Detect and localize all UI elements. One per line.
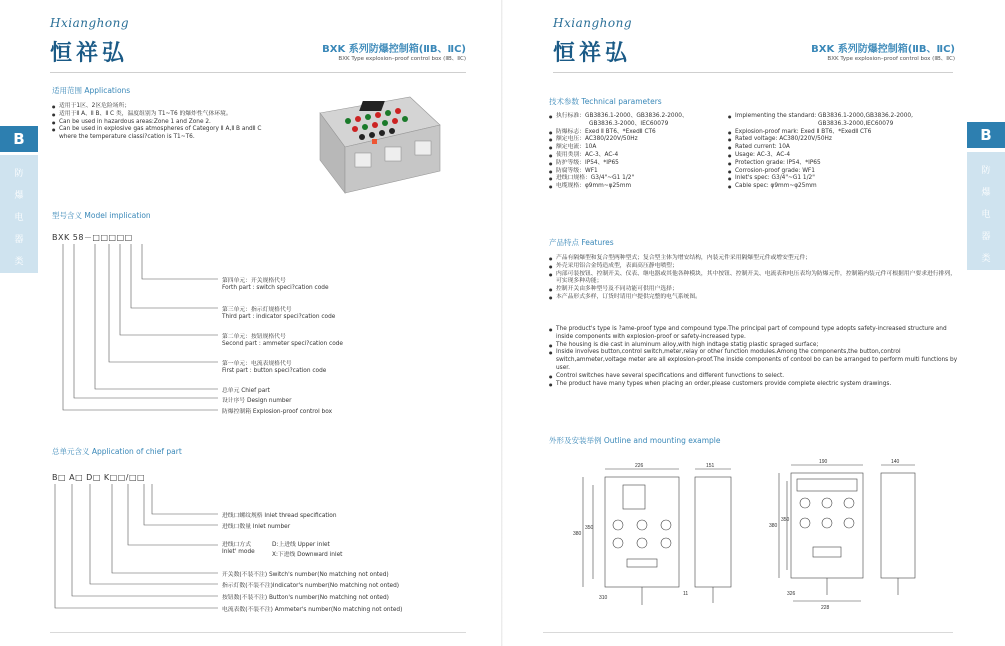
list-item: ● Protection grade: IP54、*IP65 [728, 160, 943, 168]
side-tab-b[interactable]: B [967, 122, 1005, 148]
chief-label: 进线口数量 Inlet number [222, 524, 291, 530]
list-item: ● 内部可装按钮、控制开关、仪表、继电器或其他各种模块，其中按钮、控制开关、电流表和电压表均为防爆元件，控制箱内装元件可根据用户要求进行排列，可实现多种功能； [549, 271, 959, 287]
list-item: ● The product's type is ?ame-proof type and compound type.The principal part of compound type adopts safety-increased structure and inside components with explosion-proof or safety-increased type. [549, 326, 959, 342]
chief-label: 进线口方式 [222, 542, 251, 548]
chief-label: Inlet' mode [222, 549, 255, 555]
tech-en-list [728, 113, 943, 191]
model-label-cn: 第三单元：指示灯规格代号 [222, 307, 292, 313]
side-category-char: 爆 [981, 188, 991, 198]
chief-label: 指示灯数(不装不注)Indicator's number(No matching not onted) [222, 583, 400, 589]
outline-drawing [543, 455, 953, 625]
list-item: ● 适用于Ⅱ A、Ⅱ B、Ⅱ C 类，温度组别为 T1~T6 的爆炸性气体环境。 [52, 111, 262, 119]
chief-label: 开关数(不装不注) Switch's number(No matching not onted) [222, 572, 389, 578]
model-label-en: Second part : ammeter speci?cation code [222, 341, 343, 347]
chief-label: 进线口螺纹规格 Inlet thread specification [222, 513, 337, 519]
chief-title: 总单元含义 Application of chief part [52, 447, 182, 456]
dim-label: 190 [819, 459, 828, 465]
applications-title: 适用范围 Applications [52, 86, 131, 95]
list-item: ● Cable spec: φ9mm~φ25mm [728, 183, 943, 191]
header-subtitle: BXK Type explosion–proof control box (ⅡB、ⅡC) [338, 56, 466, 62]
list-item: ● 执行标准：GB3836.1-2000、GB3836.2-2000、 [549, 113, 729, 121]
brand-logo-en: Hxianghong [50, 16, 129, 30]
list-item: ● The product have many types when placing an order,please customers provide complete electric system drawings. [549, 381, 959, 389]
side-category-char: 电 [14, 213, 24, 223]
chief-label: 按钮数(不装不注) Button's number(No matching not onted) [222, 595, 389, 601]
list-item: ● Can be used in hazardous areas:Zone 1 and Zone 2. [52, 119, 262, 127]
chief-label: X:下进线 Downward inlet [272, 552, 343, 558]
list-item-cont: GB3836.3-2000,IEC60079 [818, 120, 894, 127]
dim-label: 140 [891, 459, 900, 465]
list-item: ● 额定电流：10A [549, 144, 729, 152]
side-category-char: 器 [14, 235, 24, 245]
list-item: ● 额定电压：AC380/220V/50Hz [549, 136, 729, 144]
brand-logo-en: Hxianghong [553, 16, 632, 30]
dim-label: 11 [683, 591, 689, 597]
side-category-char: 器 [981, 232, 991, 242]
features-title: 产品特点 Features [549, 238, 614, 247]
side-category-char: 类 [981, 254, 991, 264]
model-label-cn: 总单元 Chief part [222, 388, 270, 394]
header-subtitle: BXK Type explosion–proof control box (ⅡB、ⅡC) [827, 56, 955, 62]
chief-label: D:上进线 Upper inlet [272, 542, 330, 548]
side-category-char: 爆 [14, 191, 24, 201]
list-item: ● 产品有隔爆型和复合型两种型式；复合型主体为增安结构，内装元件采用隔爆型元件或增安型元件； [549, 255, 959, 263]
brand-logo-cn: 恒祥弘 [553, 40, 632, 66]
list-item: ● Inside involves button,control switch,meter,relay or other function modules.Among the components,the button,control switch,ammeter,voltage meter are all explosion-proof.The inside components of contool bo can be arranged to perform multi functions by user. [549, 349, 959, 372]
dim-label: 226 [635, 463, 644, 469]
dim-label: 326 [787, 591, 796, 597]
list-item: ● 防爆标志：Exed Ⅱ BT6、*ExedⅡ CT6 [549, 129, 729, 137]
right-page [503, 0, 1005, 646]
list-item-cont: GB3836.3-2000、IEC60079 [589, 120, 669, 127]
list-item: ● 进线口规格：G3/4"~G1 1/2" [549, 175, 729, 183]
model-label-en: Third part : indicator speci?cation code [222, 314, 336, 320]
features-en-list [549, 326, 959, 388]
list-item: ● 外壳采用铝合金铸造成型，表面高压静电喷塑； [549, 263, 959, 271]
header-rule [553, 72, 953, 73]
list-item: ● 控制开关由多种型号及不同功能可供用户选择； [549, 286, 959, 294]
chief-code: B□ A□ D□ K□□/□□ [52, 473, 146, 482]
list-item: ● The housing is die cast in aluminum alloy,with high indtage statig plastic spraged surface; [549, 342, 959, 350]
model-label-cn: 设计序号 Design number [222, 398, 292, 404]
dim-label: 228 [821, 605, 830, 611]
footer-rule [50, 632, 466, 633]
brand-logo-cn: 恒祥弘 [50, 40, 129, 66]
model-label-cn: 第四单元：开关规格代号 [222, 278, 286, 284]
list-item: ● 防腐等级：WF1 [549, 168, 729, 176]
model-title: 型号含义 Model implication [52, 211, 151, 220]
header-title: BXK 系列防爆控制箱(ⅡB、ⅡC) [811, 44, 955, 55]
model-label-cn: 防爆控制箱 Explosion-proof control box [222, 409, 333, 415]
model-label-en: First part : button speci?cation code [222, 368, 327, 374]
features-cn-list [549, 255, 959, 302]
dim-label: 350 [781, 517, 790, 523]
header-title: BXK 系列防爆控制箱(ⅡB、ⅡC) [322, 44, 466, 55]
list-item: ● Explosion-proof mark: Exed Ⅱ BT6、*ExedⅡ CT6 [728, 129, 943, 137]
left-page [0, 0, 502, 646]
side-category-char: 防 [981, 166, 991, 176]
list-item: ● Rated current: 10A [728, 144, 943, 152]
model-label-en: Forth part : switch speci?cation code [222, 285, 329, 291]
list-item: ● 适用于1区、2区危险场所； [52, 103, 262, 111]
list-item: ● Control switches have several specifications and different funvctions to select. [549, 373, 959, 381]
list-item: ● Implementing the standard: GB3836.1-2000,GB3836.2-2000, [728, 113, 943, 121]
dim-label: 151 [706, 463, 715, 469]
list-item: ● Inlet's spec: G3/4"~G1 1/2" [728, 175, 943, 183]
outline-title: 外形及安装举例 Outline and mounting example [549, 436, 721, 445]
model-code: BXK 58－□□□□□ [52, 233, 133, 242]
footer-rule [543, 632, 953, 633]
list-item: ● 使用类别：AC-3、AC-4 [549, 152, 729, 160]
side-category-tab [967, 152, 1005, 270]
list-item: ● Corrosion-proof grade: WF1 [728, 168, 943, 176]
dim-label: 310 [599, 595, 608, 601]
dim-label: 380 [573, 531, 582, 537]
model-label-cn: 第一单元：电流表规格代号 [222, 361, 292, 367]
list-item: ● Usage: AC-3、AC-4 [728, 152, 943, 160]
side-tab-b[interactable]: B [0, 126, 38, 152]
list-item: ● 电缆规格：φ9mm~φ25mm [549, 183, 729, 191]
side-category-char: 电 [981, 210, 991, 220]
list-item: ● 本产品形式多样，订货时请用户提供完整的电气系统图。 [549, 294, 959, 302]
side-category-char: 类 [14, 257, 24, 267]
tech-title: 技术参数 Technical parameters [549, 97, 662, 106]
dim-label: 380 [769, 523, 778, 529]
list-item: ● Rated voltage: AC380/220V/50Hz [728, 136, 943, 144]
side-category-char: 防 [14, 169, 24, 179]
list-item: ● Can be used in explosive gas atmospheres of Category Ⅱ A,Ⅱ B andⅡ C where the temperature classi?cation is T1~T6. [52, 126, 262, 142]
dim-label: 350 [585, 525, 594, 531]
list-item: ● 防护等级：IP54、*IP65 [549, 160, 729, 168]
chief-label: 电流表数(不装不注) Ammeter's number(No matching not onted) [222, 607, 403, 613]
model-label-cn: 第二单元：按钮规格代号 [222, 334, 286, 340]
tech-cn-list [549, 113, 729, 191]
